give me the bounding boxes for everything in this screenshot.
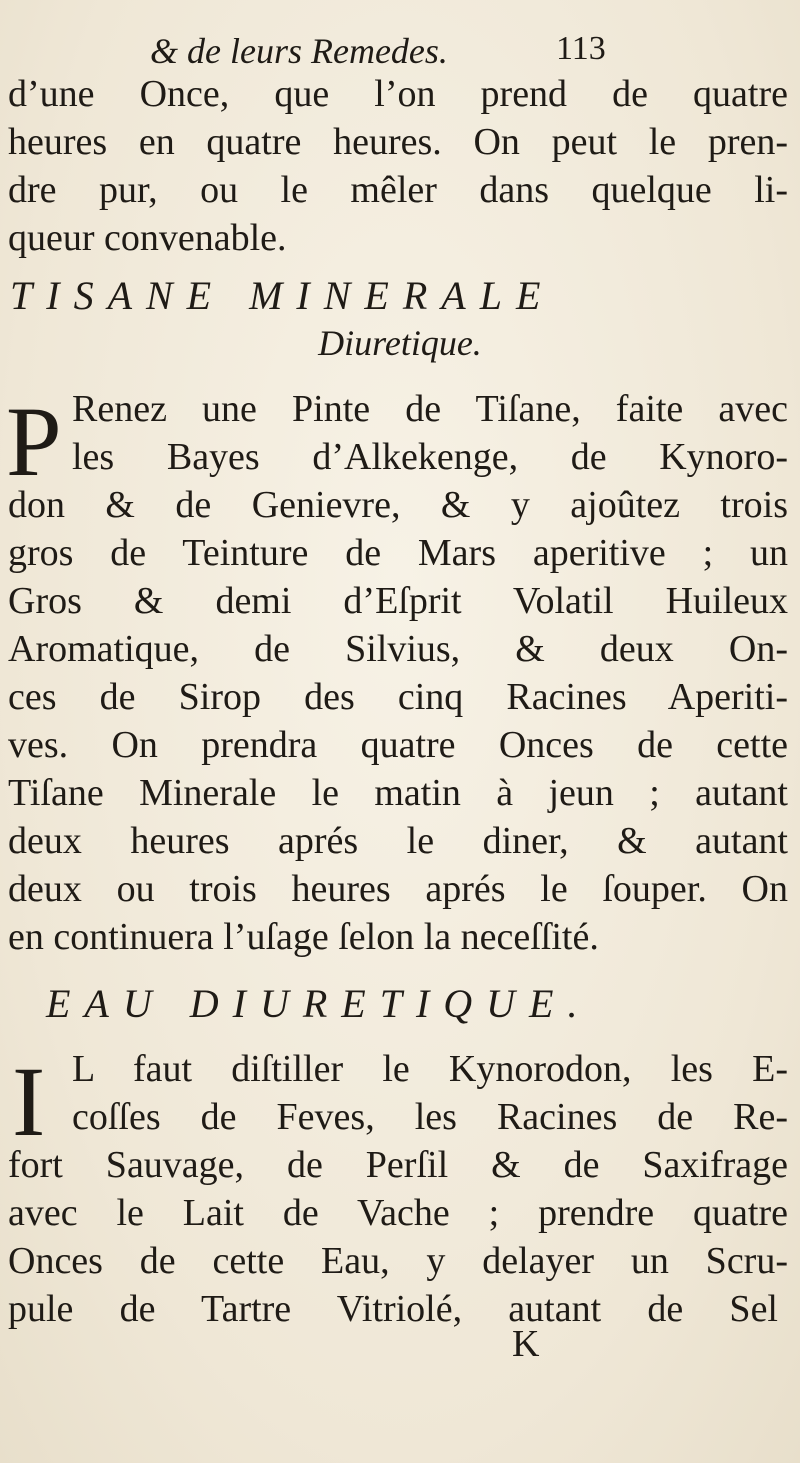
text-line: don & de Genievre, & y ajoûtez trois: [8, 484, 788, 526]
running-head-title: & de leurs Remedes.: [150, 31, 448, 71]
text-line: Aromatique, de Silvius, & deux On-: [8, 628, 788, 670]
section-heading-tisane: TISANE MINERALE: [10, 273, 555, 318]
text-line: avec le Lait de Vache ; prendre quatre: [8, 1192, 788, 1234]
text-line: fort Sauvage, de Perſil & de Saxifrage: [8, 1144, 788, 1186]
text-line: ves. On prendra quatre Onces de cette: [8, 724, 788, 766]
text-line: Tiſane Minerale le matin à jeun ; autant: [8, 772, 788, 814]
text-line: heures en quatre heures. On peut le pren-: [8, 121, 788, 163]
text-line: deux ou trois heures aprés le ſouper. On: [8, 868, 788, 910]
drop-cap: P: [6, 386, 62, 497]
text-line: L faut diſtiller le Kynorodon, les E-: [72, 1048, 788, 1090]
text-line: coſſes de Feves, les Racines de Re-: [72, 1096, 788, 1138]
signature-mark: K: [512, 1323, 540, 1365]
text-line: les Bayes d’Alkekenge, de Kynoro-: [72, 436, 788, 478]
section-subheading: Diuretique.: [318, 323, 482, 363]
text-line: gros de Teinture de Mars aperitive ; un: [8, 532, 788, 574]
text-line: pule de Tartre Vitriolé, autant de Sel: [8, 1288, 778, 1330]
text-line: Renez une Pinte de Tiſane, faite avec: [72, 388, 788, 430]
text-line: Onces de cette Eau, y delayer un Scru-: [8, 1240, 788, 1282]
drop-cap: I: [12, 1046, 46, 1157]
text-line: d’une Once, que l’on prend de quatre: [8, 73, 788, 115]
section-heading-eau: EAU DIURETIQUE.: [46, 981, 592, 1026]
text-line: Gros & demi d’Eſprit Volatil Huileux: [8, 580, 788, 622]
text-line: deux heures aprés le diner, & autant: [8, 820, 788, 862]
text-line: ces de Sirop des cinq Racines Aperiti-: [8, 676, 788, 718]
page-number: 113: [556, 30, 606, 67]
text-line: dre pur, ou le mêler dans quelque li-: [8, 169, 788, 211]
text-line: en continuera l’uſage ſelon la neceſſité.: [8, 916, 599, 958]
text-line: queur convenable.: [8, 217, 287, 259]
